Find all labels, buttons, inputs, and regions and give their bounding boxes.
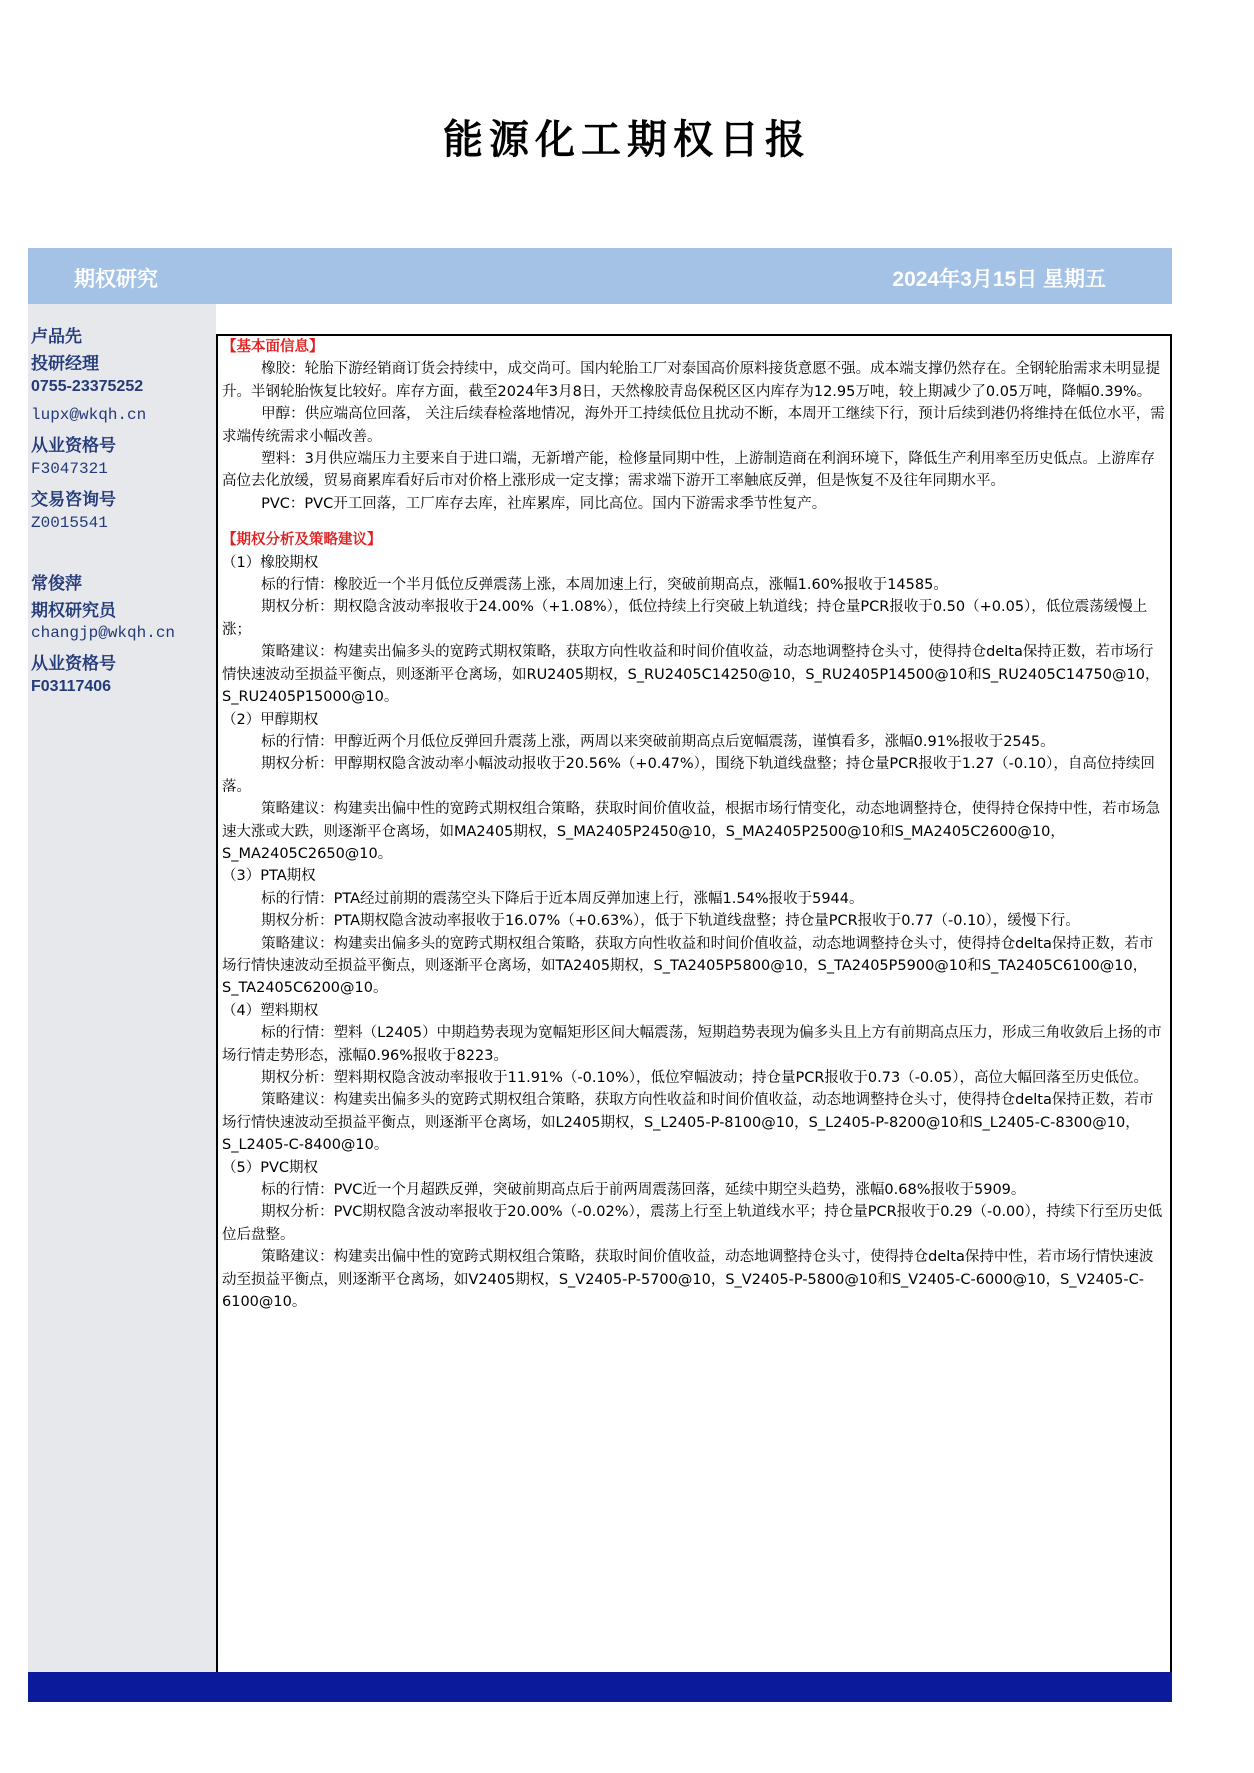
section-line: 策略建议：构建卖出偏多头的宽跨式期权策略，获取方向性收益和时间价值收益，动态地调整持仓头寸，使得持仓delta保持正数，若市场行情快速波动至损益平衡点，则逐渐平仓离场，如RU2405期权，S_RU2405C14250@10，S_RU2405P14500@10和S_RU2405C14750@10，S_RU2405P15000@10。 [222,644,1160,706]
qualification-number: F03117406 [31,678,112,695]
paragraph-methanol: 甲醇：供应端高位回落， 关注后续春检落地情况，海外开工持续低位且扰动不断，本周开工继续下行，预计后续到港仍将维持在低位水平，需求端传统需求小幅改善。 [222,406,1165,445]
fundamentals-heading: 【基本面信息】 [222,339,324,355]
section-line: 标的行情：甲醇近两个月低位反弹回升震荡上涨，两周以来突破前期高点后宽幅震荡，谨慎看多，涨幅0.91%报收于2545。 [261,733,1055,750]
section-line: 策略建议：构建卖出偏多头的宽跨式期权组合策略，获取方向性收益和时间价值收益，动态地调整持仓头寸，使得持仓delta保持正数，若市场行情快速波动至损益平衡点，则逐渐平仓离场，如L2405期权，S_L2405-P-8100@10，S_L2405-P-8200@10和S_L2405-C-8300@10，S_L2405-C-8400@10。 [222,1092,1154,1154]
section-line: 标的行情：PTA经过前期的震荡空头下降后于近本周反弹加速上行，涨幅1.54%报收于5944。 [261,890,864,907]
paragraph-pvc: PVC：PVC开工回落，工厂库存去库，社库累库，同比高位。国内下游需求季节性复产。 [261,495,827,512]
section-line: 期权分析：PVC期权隐含波动率报收于20.00%（-0.02%），震荡上行至上轨道线水平；持仓量PCR报收于0.29（-0.00），持续下行至历史低位后盘整。 [222,1204,1163,1243]
section-title: （1）橡胶期权 [222,554,319,571]
section-title: （2）甲醇期权 [222,711,319,728]
consulting-label: 交易咨询号 [31,490,116,510]
section-line: 策略建议：构建卖出偏中性的宽跨式期权组合策略，获取时间价值收益，动态地调整持仓头寸，使得持仓delta保持中性，若市场行情快速波动至损益平衡点，则逐渐平仓离场，如V2405期权，S_V2405-P-5700@10，S_V2405-P-5800@10和S_V2405-C-6000@10，S_V2405-C-6100@10。 [222,1249,1154,1311]
section-line: 策略建议：构建卖出偏多头的宽跨式期权组合策略，获取方向性收益和时间价值收益，动态地调整持仓头寸，使得持仓delta保持正数，若市场行情快速波动至损益平衡点，则逐渐平仓离场，如TA2405期权，S_TA2405P5800@10，S_TA2405P5900@10和S_TA2405C6100@10，S_TA2405C6200@10。 [222,935,1154,997]
section-line: 期权分析：甲醇期权隐含波动率小幅波动报收于20.56%（+0.47%），围绕下轨道线盘整；持仓量PCR报收于1.27（-0.10），自高位持续回落。 [222,756,1155,795]
analysis-heading: 【期权分析及策略建议】 [222,532,382,549]
section-title: （3）PTA期权 [222,868,316,885]
section-title: （5）PVC期权 [222,1159,319,1176]
qualification-number: F3047321 [31,460,108,478]
paragraph-plastic: 塑料：3月供应端压力主要来自于进口端，无新增产能，检修量同期中性，上游制造商在利润环境下，降低生产利用率至历史低点。上游库存高位去化放缓，贸易商累库看好后市对价格上涨形成一定支撑；需求端下游开工率触底反弹，但是恢复不及往年同期水平。 [222,451,1155,490]
header-banner [28,248,1172,304]
paragraph-rubber: 橡胶：轮胎下游经销商订货会持续中，成交尚可。国内轮胎工厂对泰国高价原料接货意愿不强。成本端支撑仍然存在。全钢轮胎需求未明显提升。半钢轮胎恢复比较好。库存方面，截至2024年3月8日，天然橡胶青岛保税区区内库存为12.95万吨，较上期减少了0.05万吨，降幅0.39%。 [222,361,1161,400]
section-line: 标的行情：塑料（L2405）中期趋势表现为宽幅矩形区间大幅震荡，短期趋势表现为偏多头且上方有前期高点压力，形成三角收敛后上扬的市场行情走势形态，涨幅0.96%报收于8223。 [222,1025,1162,1064]
author-role: 投研经理 [31,354,99,374]
page-title: 能源化工期权日报 [443,117,811,163]
author-email[interactable]: lupx@wkqh.cn [31,406,147,424]
author-role: 期权研究员 [31,601,116,621]
section-line: 期权分析：期权隐含波动率报收于24.00%（+1.08%），低位持续上行突破上轨道线；持仓量PCR报收于0.50（+0.05），低位震荡缓慢上涨； [222,599,1148,638]
report-text [222,336,1166,1313]
consulting-number: Z0015541 [31,514,108,532]
section-line: 期权分析：PTA期权隐含波动率报收于16.07%（+0.63%），低于下轨道线盘整；持仓量PCR报收于0.77（-0.10），缓慢下行。 [261,913,1080,930]
footer-bar [28,1672,1172,1702]
section-line: 策略建议：构建卖出偏中性的宽跨式期权组合策略，获取时间价值收益，根据市场行情变化，动态地调整持仓，使得持仓保持中性，若市场急速大涨或大跌，则逐渐平仓离场，如MA2405期权，S_MA2405P2450@10，S_MA2405P2500@10和S_MA2405C2600@10，S_MA2405C2650@10。 [222,801,1161,862]
qualification-label: 从业资格号 [31,654,116,674]
author-phone: 0755-23375252 [31,378,144,395]
section-line: 期权分析：塑料期权隐含波动率报收于11.91%（-0.10%），低位窄幅波动；持仓量PCR报收于0.73（-0.05），高位大幅回落至历史低位。 [261,1070,1148,1086]
section-label: 期权研究 [74,268,158,291]
section-line: 标的行情：PVC近一个月超跌反弹，突破前期高点后于前两周震荡回落，延续中期空头趋势，涨幅0.68%报收于5909。 [261,1182,1026,1199]
report-date: 2024年3月15日 星期五 [892,268,1106,291]
author-name: 卢品先 [31,327,82,347]
section-title: （4）塑料期权 [222,1002,319,1019]
author-sidebar [28,304,216,1672]
author-email[interactable]: changjp@wkqh.cn [31,624,176,642]
report-body [216,334,1172,1674]
qualification-label: 从业资格号 [31,436,116,456]
section-line: 标的行情：橡胶近一个半月低位反弹震荡上涨，本周加速上行，突破前期高点，涨幅1.60%报收于14585。 [261,577,948,594]
author-name: 常俊萍 [31,574,82,594]
